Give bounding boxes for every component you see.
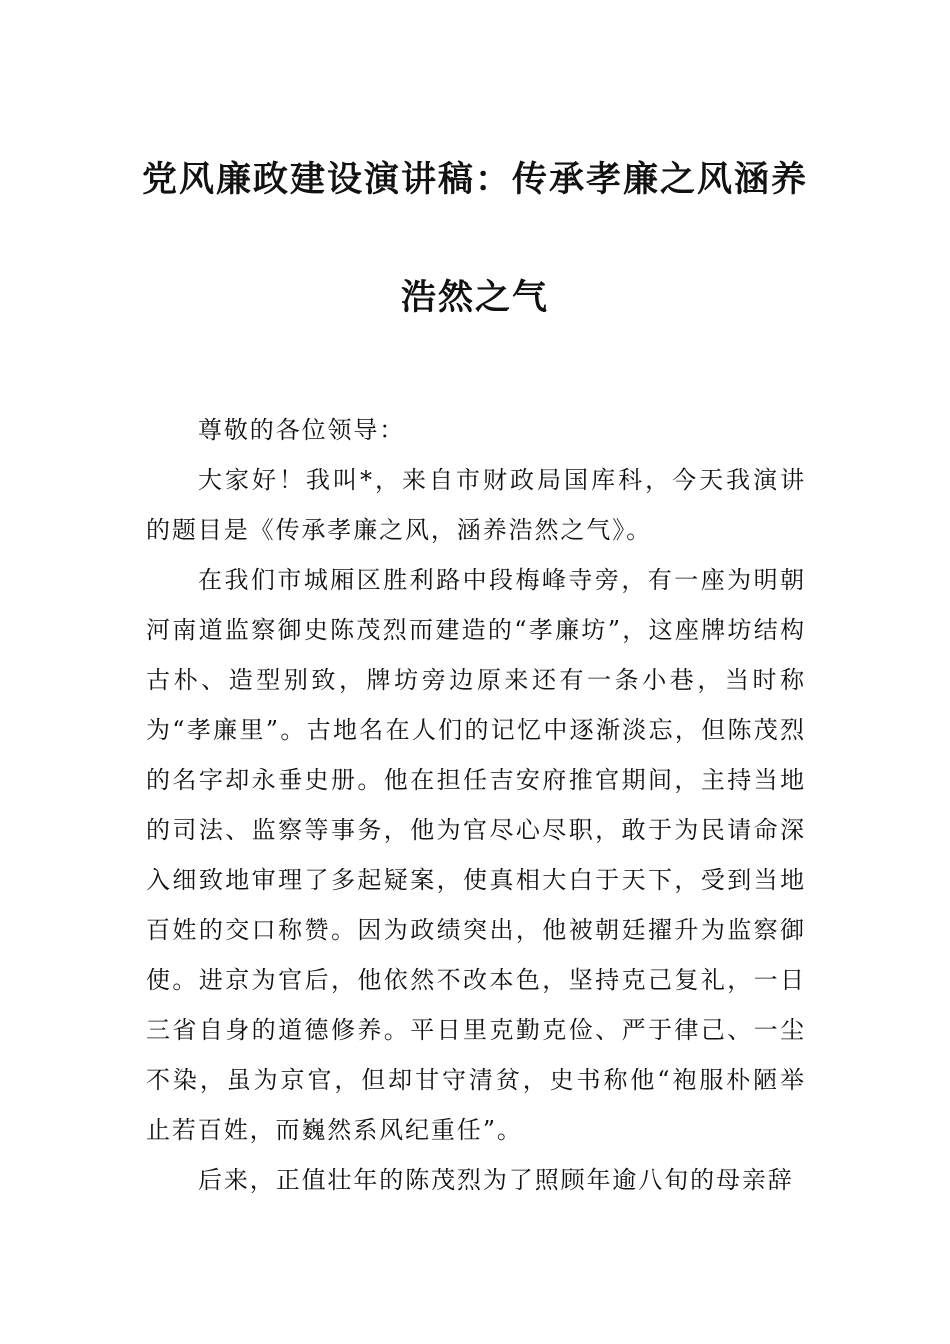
paragraph-greeting: 尊敬的各位领导： — [198, 416, 406, 444]
document-title-line-1: 党风廉政建设演讲稿：传承孝廉之风涵养 — [141, 159, 808, 200]
paragraph-chen-maolie-story: 在我们市城厢区胜利路中段梅峰寺旁，有一座为明朝河南道监察御史陈茂烈而建造的“孝廉坊”，这座牌坊结构古朴、造型别致，牌坊旁边原来还有一条小巷，当时称为“孝廉里”。古地名在人们的记忆中逐渐淡忘，但陈茂烈的名字却永垂史册。他在担任吉安府推官期间，主持当地的司法、监察等事务，他为官尽心尽职，敢于为民请命深入细致地审理了多起疑案，使真相大白于天下，受到当地百姓的交口称赞。因为政绩突出，他被朝廷擢升为监察御使。进京为官后，他依然不改本色，坚持克己复礼，一日三省自身的道德修养。平日里克勤克俭、严于律己、一尘不染，虽为京官，但却甘守清贫，史书称他“袍服朴陋举止若百姓，而巍然系风纪重任”。 — [146, 566, 806, 1144]
document-body — [146, 405, 806, 1205]
paragraph-introduction: 大家好！我叫*，来自市财政局国库科，今天我演讲的题目是《传承孝廉之风，涵养浩然之气》。 — [146, 466, 806, 544]
document-title-line-2: 浩然之气 — [400, 277, 549, 318]
paragraph-continuation: 后来，正值壮年的陈茂烈为了照顾年逾八旬的母亲辞 — [198, 1166, 794, 1194]
